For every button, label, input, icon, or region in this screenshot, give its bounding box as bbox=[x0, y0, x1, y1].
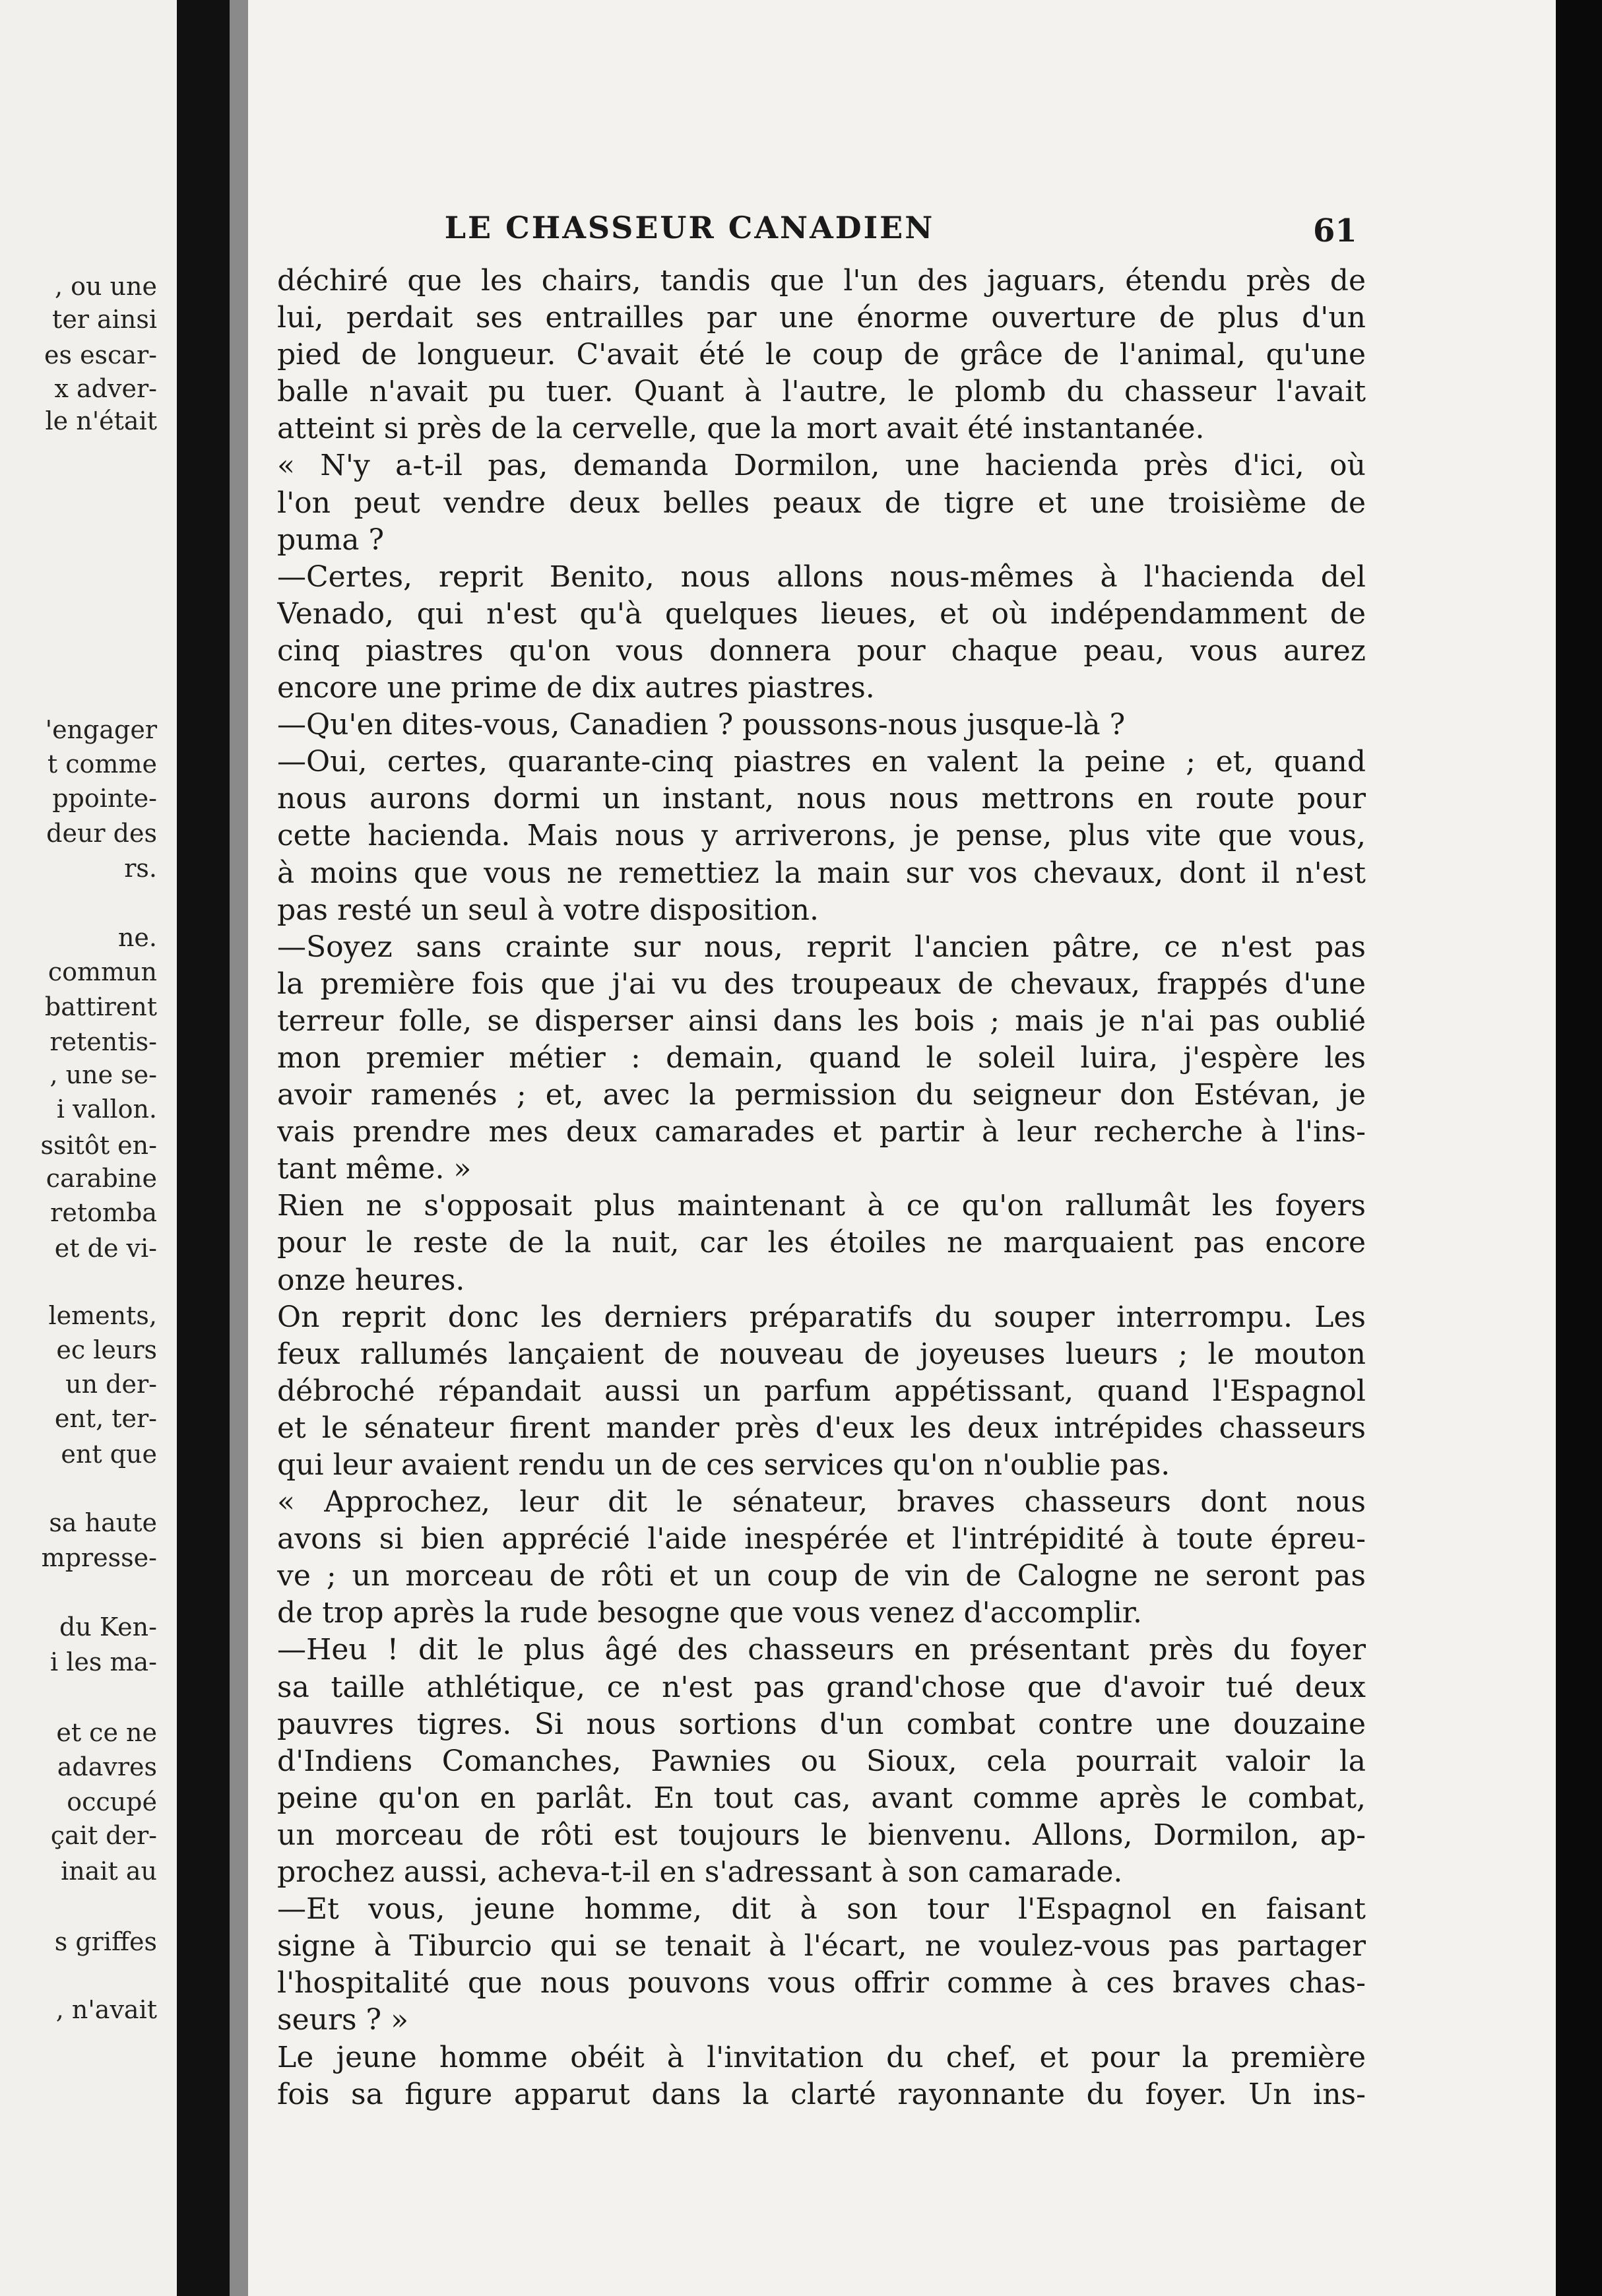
text-line: feux rallumés lançaient de nouveau de joyeuses lueurs ; le mouton bbox=[277, 1337, 1366, 1371]
facing-page-text-fragment: , ou une bbox=[54, 272, 157, 301]
facing-page-text-fragment: x adver- bbox=[54, 374, 157, 403]
facing-page-text-fragment: carabine bbox=[46, 1164, 157, 1193]
text-line: à moins que vous ne remettiez la main sur vos chevaux, dont il n'est bbox=[277, 856, 1366, 890]
text-line: balle n'avait pu tuer. Quant à l'autre, le plomb du chasseur l'avait bbox=[277, 375, 1366, 409]
facing-page-text-fragment: i les ma- bbox=[50, 1647, 157, 1676]
text-line: Venado, qui n'est qu'à quelques lieues, et où indépendamment de bbox=[277, 596, 1366, 631]
page-number: 61 bbox=[1313, 212, 1357, 249]
text-line: lui, perdait ses entrailles par une énorme ouverture de plus d'un bbox=[277, 301, 1366, 335]
facing-page-text-fragment: commun bbox=[48, 957, 157, 986]
facing-page-text-fragment: rs. bbox=[124, 854, 157, 883]
text-line: et le sénateur firent mander près d'eux les deux intrépides chasseurs bbox=[277, 1411, 1366, 1445]
text-line: avoir ramenés ; et, avec la permission du seigneur don Estévan, je bbox=[277, 1078, 1366, 1112]
facing-page-text-fragment: et de vi- bbox=[54, 1234, 157, 1263]
text-line: atteint si près de la cervelle, que la mort avait été instantanée. bbox=[277, 412, 1205, 446]
facing-page-text-fragment: lements, bbox=[48, 1301, 157, 1330]
facing-page-text-fragment: retentis- bbox=[49, 1027, 157, 1056]
text-line: vais prendre mes deux camarades et partir à leur recherche à l'ins- bbox=[277, 1115, 1366, 1149]
text-line: la première fois que j'ai vu des troupeaux de chevaux, frappés d'une bbox=[277, 967, 1366, 1001]
facing-page-edge bbox=[0, 0, 177, 2296]
facing-page-text-fragment: çait der- bbox=[50, 1821, 157, 1850]
text-line: peine qu'on en parlât. En tout cas, avant comme après le combat, bbox=[277, 1781, 1366, 1815]
text-line: signe à Tiburcio qui se tenait à l'écart, ne voulez-vous pas partager bbox=[277, 1929, 1366, 1963]
facing-page-text-fragment: mpresse- bbox=[41, 1543, 157, 1572]
facing-page-text-fragment: ppointe- bbox=[52, 784, 157, 813]
text-line: —Et vous, jeune homme, dit à son tour l'Espagnol en faisant bbox=[277, 1892, 1366, 1927]
text-line: cette hacienda. Mais nous y arriverons, je pense, plus vite que vous, bbox=[277, 819, 1366, 853]
facing-page-text-fragment: t comme bbox=[47, 749, 157, 779]
text-line: onze heures. bbox=[277, 1263, 465, 1297]
body-text bbox=[277, 263, 1366, 2113]
text-line: « Approchez, leur dit le sénateur, braves chasseurs dont nous bbox=[277, 1485, 1366, 1519]
text-line: —Certes, reprit Benito, nous allons nous-mêmes à l'hacienda del bbox=[277, 559, 1366, 594]
text-line: sa taille athlétique, ce n'est pas grand'chose que d'avoir tué deux bbox=[277, 1670, 1366, 1704]
text-line: mon premier métier : demain, quand le soleil luira, j'espère les bbox=[277, 1040, 1366, 1075]
text-line: seurs ? » bbox=[277, 2003, 409, 2037]
facing-page-text-fragment: ent, ter- bbox=[54, 1404, 157, 1433]
facing-page-text-fragment: retomba bbox=[50, 1198, 157, 1227]
facing-page-text-fragment: le n'était bbox=[45, 406, 157, 435]
text-line: Le jeune homme obéit à l'invitation du chef, et pour la première bbox=[277, 2040, 1366, 2074]
facing-page-text-fragment: ssitôt en- bbox=[40, 1131, 157, 1160]
text-line: débroché répandait aussi un parfum appétissant, quand l'Espagnol bbox=[277, 1374, 1366, 1408]
text-line: ve ; un morceau de rôti et un coup de vin de Calogne ne seront pas bbox=[277, 1559, 1366, 1593]
book-gutter bbox=[177, 0, 230, 2296]
running-title: LE CHASSEUR CANADIEN bbox=[444, 210, 935, 245]
text-line: cinq piastres qu'on vous donnera pour chaque peau, vous aurez bbox=[277, 633, 1366, 668]
facing-page-text-fragment: du Ken- bbox=[59, 1612, 157, 1642]
text-line: pour le reste de la nuit, car les étoiles ne marquaient pas encore bbox=[277, 1226, 1366, 1260]
text-line: —Soyez sans crainte sur nous, reprit l'ancien pâtre, ce n'est pas bbox=[277, 930, 1366, 964]
facing-page-text-fragment: i vallon. bbox=[56, 1095, 157, 1124]
text-line: prochez aussi, acheva-t-il en s'adressant à son camarade. bbox=[277, 1855, 1123, 1890]
facing-page-text-fragment: inait au bbox=[61, 1857, 157, 1886]
text-line: puma ? bbox=[277, 523, 385, 557]
text-line: pauvres tigres. Si nous sortions d'un combat contre une douzaine bbox=[277, 1707, 1366, 1741]
facing-page-text-fragment: es escar- bbox=[44, 340, 157, 369]
text-line: avons si bien apprécié l'aide inespérée et l'intrépidité à toute épreu- bbox=[277, 1522, 1366, 1556]
text-line: pas resté un seul à votre disposition. bbox=[277, 893, 819, 927]
facing-page-text-fragment: ent que bbox=[61, 1440, 157, 1469]
text-line: —Heu ! dit le plus âgé des chasseurs en présentant près du foyer bbox=[277, 1633, 1366, 1667]
facing-page-text-fragment: battirent bbox=[44, 992, 157, 1021]
facing-page-text-fragment: un der- bbox=[65, 1370, 157, 1399]
text-line: —Qu'en dites-vous, Canadien ? poussons-nous jusque-là ? bbox=[277, 708, 1126, 742]
facing-page-text-fragment: , n'avait bbox=[55, 1995, 157, 2024]
text-line: —Oui, certes, quarante-cinq piastres en valent la peine ; et, quand bbox=[277, 745, 1366, 779]
scan-border bbox=[1556, 0, 1602, 2296]
text-line: tant même. » bbox=[277, 1152, 472, 1186]
text-line: d'Indiens Comanches, Pawnies ou Sioux, cela pourrait valoir la bbox=[277, 1744, 1366, 1778]
gutter-shadow bbox=[230, 0, 248, 2296]
facing-page-text-fragment: occupé bbox=[67, 1787, 157, 1816]
text-line: Rien ne s'opposait plus maintenant à ce qu'on rallumât les foyers bbox=[277, 1189, 1366, 1223]
facing-page-text-fragment: et ce ne bbox=[56, 1718, 157, 1747]
text-line: terreur folle, se disperser ainsi dans les bois ; mais je n'ai pas oublié bbox=[277, 1004, 1366, 1038]
facing-page-text-fragment: s griffes bbox=[54, 1927, 157, 1956]
facing-page-text-fragment: ec leurs bbox=[56, 1335, 157, 1364]
text-line: pied de longueur. C'avait été le coup de grâce de l'animal, qu'une bbox=[277, 338, 1366, 372]
facing-page-text-fragment: ter ainsi bbox=[52, 305, 157, 334]
facing-page-text-fragment: sa haute bbox=[49, 1508, 157, 1537]
text-line: l'on peut vendre deux belles peaux de tigre et une troisième de bbox=[277, 486, 1366, 520]
text-line: de trop après la rude besogne que vous venez d'accomplir. bbox=[277, 1596, 1142, 1630]
facing-page-text-fragment: ne. bbox=[117, 923, 157, 952]
text-line: qui leur avaient rendu un de ces services qu'on n'oublie pas. bbox=[277, 1448, 1170, 1482]
text-line: nous aurons dormi un instant, nous nous mettrons en route pour bbox=[277, 782, 1366, 816]
text-line: déchiré que les chairs, tandis que l'un des jaguars, étendu près de bbox=[277, 264, 1366, 298]
text-line: un morceau de rôti est toujours le bienvenu. Allons, Dormilon, ap- bbox=[277, 1818, 1366, 1852]
text-line: encore une prime de dix autres piastres. bbox=[277, 671, 875, 705]
text-line: « N'y a-t-il pas, demanda Dormilon, une hacienda près d'ici, où bbox=[277, 449, 1366, 483]
facing-page-text-fragment: 'engager bbox=[45, 715, 157, 744]
facing-page-text-fragment: deur des bbox=[46, 819, 157, 848]
facing-page-text-fragment: , une se- bbox=[49, 1060, 157, 1089]
facing-page-text-fragment: adavres bbox=[57, 1752, 157, 1781]
text-line: fois sa figure apparut dans la clarté rayonnante du foyer. Un ins- bbox=[277, 2077, 1366, 2111]
text-line: l'hospitalité que nous pouvons vous offrir comme à ces braves chas- bbox=[277, 1966, 1366, 2000]
text-line: On reprit donc les derniers préparatifs du souper interrompu. Les bbox=[277, 1300, 1366, 1334]
